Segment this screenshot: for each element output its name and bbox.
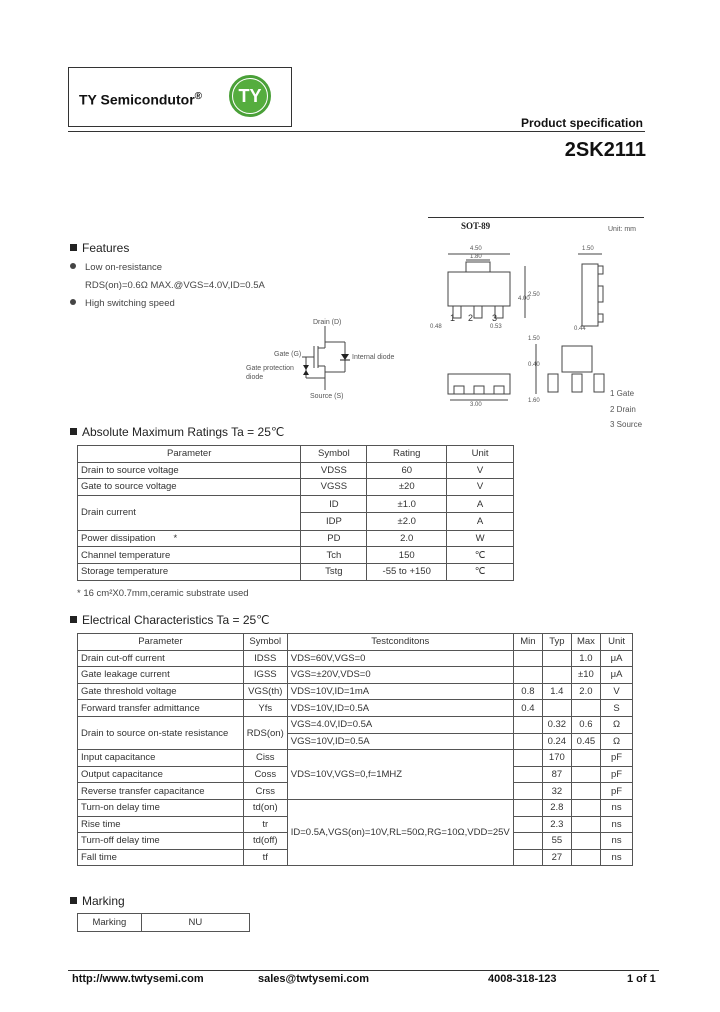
table-row: IDP ±2.0 A xyxy=(78,513,514,531)
table-row: Drain current ID ±1.0 A xyxy=(78,495,514,513)
pin-number: 1 xyxy=(450,313,456,323)
pin-number: 2 xyxy=(468,313,474,323)
page-number: 1 of 1 xyxy=(627,973,656,985)
table-row: Channel temperature Tch 150 ℃ xyxy=(78,547,514,564)
table-row: Gate threshold voltage VGS(th) VDS=10V,ID=1mA 0.8 1.4 2.0 V xyxy=(78,683,633,700)
part-number: 2SK2111 xyxy=(564,139,646,161)
table-row: Input capacitance Ciss VDS=10V,VGS=0,f=1MHZ 170 pF xyxy=(78,750,633,767)
table-header-row: Parameter Symbol Rating Unit xyxy=(78,446,514,463)
table-row: Storage temperature Tstg -55 to +150 ℃ xyxy=(78,563,514,580)
feature-sub: RDS(on)=0.6Ω MAX.@VGS=4.0V,ID=0.5A xyxy=(85,280,265,291)
svg-text:1.50: 1.50 xyxy=(528,336,540,342)
features-heading: Features xyxy=(70,241,129,255)
table-row: Output capacitance Coss 87 pF xyxy=(78,766,633,783)
header-divider xyxy=(68,131,645,132)
website-link[interactable]: http://www.twtysemi.com xyxy=(72,973,204,985)
table-row: Turn-off delay time td(off) 55 ns xyxy=(78,833,633,850)
marking-table xyxy=(77,913,250,932)
abs-max-footnote: * 16 cm²X0.7mm,ceramic substrate used xyxy=(77,588,249,599)
source-label: Source (S) xyxy=(310,393,344,400)
table-row: Gate to source voltage VGSS ±20 V xyxy=(78,479,514,496)
table-row: Drain to source voltage VDSS 60 V xyxy=(78,462,514,479)
footer-divider xyxy=(68,970,659,971)
internal-diode-label: Internal diode xyxy=(352,354,395,361)
pin-legend: 1 Gate 2 Drain 3 Source xyxy=(610,389,643,429)
abs-max-table xyxy=(77,445,514,581)
feature-item: High switching speed xyxy=(70,298,175,309)
table-header-row: Parameter Symbol Testconditons Min Typ Max Unit xyxy=(78,634,633,651)
svg-text:3.00: 3.00 xyxy=(470,402,482,408)
feature-item: Low on-resistance xyxy=(70,262,162,273)
email-link[interactable]: sales@twtysemi.com xyxy=(258,973,369,985)
table-row: VGS=10V,ID=0.5A 0.24 0.45 Ω xyxy=(78,733,633,750)
gate-label: Gate (G) xyxy=(274,351,302,358)
table-row: Drain to source on-state resistance RDS(on) VGS=4.0V,ID=0.5A 0.32 0.6 Ω xyxy=(78,716,633,733)
mosfet-circuit-diagram xyxy=(240,312,410,404)
table-row: Fall time tf 27 ns xyxy=(78,849,633,866)
svg-text:0.44: 0.44 xyxy=(574,326,586,332)
table-row: Drain cut-off current IDSS VDS=60V,VGS=0 1.0 μA xyxy=(78,650,633,667)
abs-max-heading: Absolute Maximum Ratings Ta = 25℃ xyxy=(70,425,284,439)
table-row: Gate leakage current IGSS VGS=±20V,VDS=0 ±10 μA xyxy=(78,667,633,684)
svg-text:1.80: 1.80 xyxy=(470,254,482,260)
unit-label: Unit: mm xyxy=(608,226,636,233)
elec-char-table xyxy=(77,633,633,866)
package-top-rule xyxy=(428,217,644,218)
table-row: Turn-on delay time td(on) ID=0.5A,VGS(on)=10V,RL=50Ω,RG=10Ω,VDD=25V 2.8 ns xyxy=(78,799,633,816)
elec-heading: Electrical Characteristics Ta = 25℃ xyxy=(70,613,270,627)
sot89-package-drawing xyxy=(428,236,644,411)
logo-icon xyxy=(229,75,271,117)
table-row: Marking NU xyxy=(78,914,250,932)
table-row: Power dissipation * PD 2.0 W xyxy=(78,530,514,547)
table-row: Rise time tr 2.3 ns xyxy=(78,816,633,833)
drain-label: Drain (D) xyxy=(313,319,342,326)
table-row: Forward transfer admittance Yfs VDS=10V,ID=0.5A 0.4 S xyxy=(78,700,633,717)
gate-protection-label: Gate protection xyxy=(246,365,294,372)
svg-text:0.48: 0.48 xyxy=(430,324,442,330)
svg-text:0.53: 0.53 xyxy=(490,324,502,330)
phone-number: 4008-318-123 xyxy=(488,973,557,985)
svg-text:2.50: 2.50 xyxy=(528,292,540,298)
svg-text:4.00: 4.00 xyxy=(518,296,530,302)
marking-heading: Marking xyxy=(70,894,125,908)
pin-number: 3 xyxy=(492,313,498,323)
package-name: SOT-89 xyxy=(461,221,491,231)
svg-text:4.50: 4.50 xyxy=(470,246,482,252)
table-row: Reverse transfer capacitance Crss 32 pF xyxy=(78,783,633,800)
company-name: TY Semicondutor® xyxy=(79,91,203,108)
svg-text:0.40: 0.40 xyxy=(528,362,540,368)
diode-label: diode xyxy=(246,374,264,381)
logo-text: TY xyxy=(233,79,267,113)
svg-text:1.60: 1.60 xyxy=(528,398,540,404)
product-specification-label: Product specification xyxy=(520,116,643,130)
svg-text:1.50: 1.50 xyxy=(582,246,594,252)
